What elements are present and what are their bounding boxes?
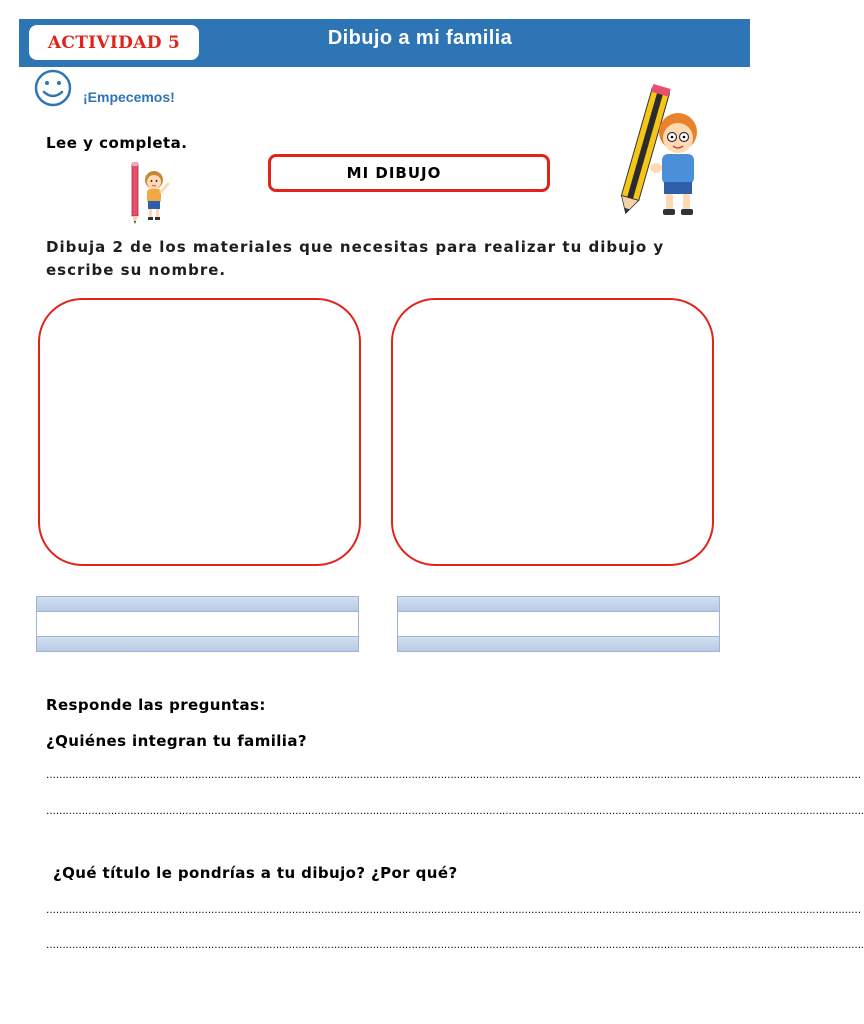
answer-line[interactable]: ……………………………………………………………………………………………………………………………………………………………………………………………………………………………….: [46, 940, 864, 951]
question-family-members: ¿Quiénes integran tu familia?: [46, 732, 307, 750]
drawing-area-right[interactable]: [391, 298, 714, 566]
instruction-text: Dibuja 2 de los materiales que necesitas para realizar tu dibujo y escribe su nombre.: [46, 238, 665, 279]
start-label: ¡Empecemos!: [83, 89, 175, 105]
answer-line[interactable]: ………………………………………………………………………………………………………………………………………………………………………………………………………………………………: [46, 905, 861, 916]
question-drawing-title: ¿Qué título le pondrías a tu dibujo? ¿Por qué?: [53, 864, 458, 882]
drawing-area-left[interactable]: [38, 298, 361, 566]
girl-with-pencil-illustration: [126, 160, 176, 226]
boy-with-pencil-illustration: [598, 88, 716, 222]
name-writing-lines-right[interactable]: [397, 596, 720, 652]
answer-line[interactable]: ……………………………………………………………………………………………………………………………………………………………………………………………………………………………….: [46, 806, 864, 817]
name-writing-lines-left[interactable]: [36, 596, 359, 652]
answer-line[interactable]: ………………………………………………………………………………………………………………………………………………………………………………………………………………………………: [46, 770, 861, 781]
page-title: Dibujo a mi familia: [327, 27, 513, 49]
activity-badge: ACTIVIDAD 5: [29, 25, 199, 60]
my-drawing-title-box: MI DIBUJO: [268, 154, 550, 192]
questions-heading: Responde las preguntas:: [46, 696, 266, 714]
read-complete-label: Lee y completa.: [46, 134, 188, 152]
smiley-icon: [33, 68, 73, 108]
